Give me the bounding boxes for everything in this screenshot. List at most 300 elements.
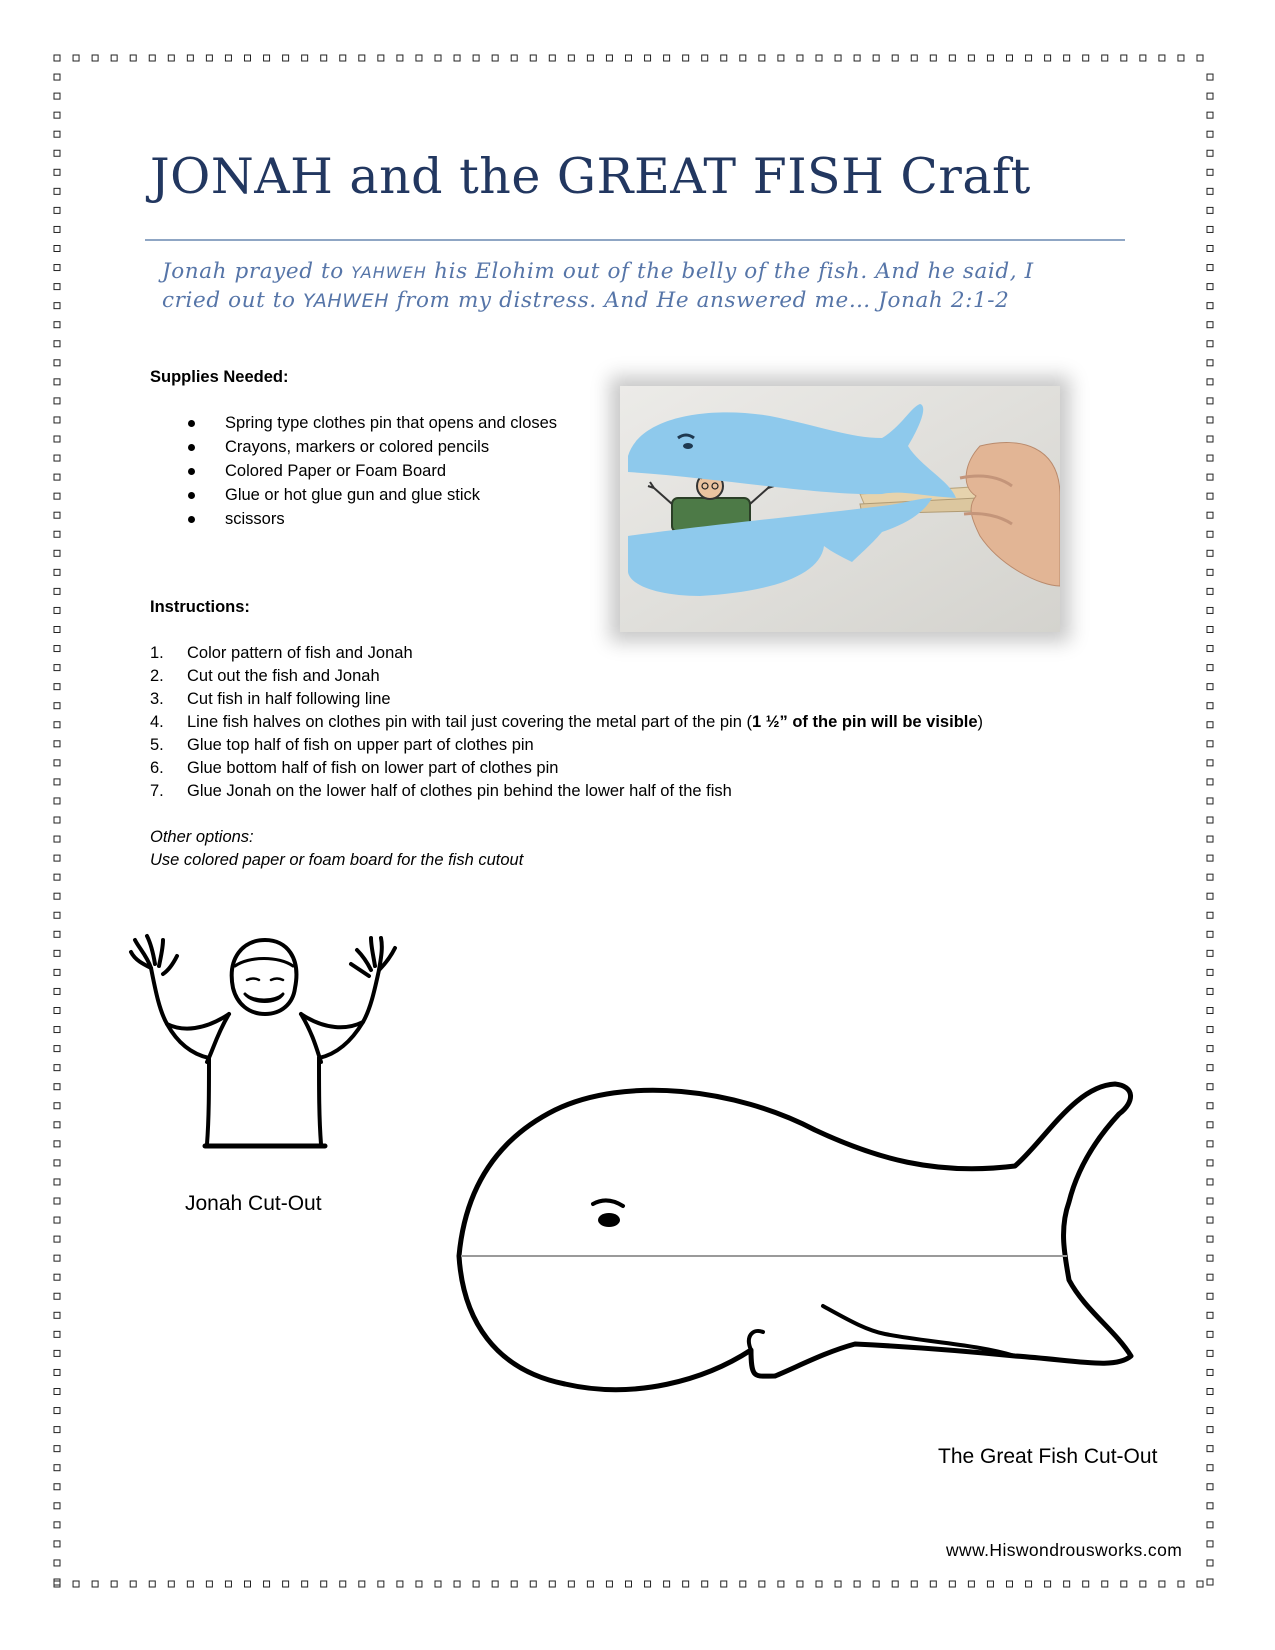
border-dot (54, 1581, 60, 1587)
instruction-step (150, 688, 983, 711)
border-dot (1178, 55, 1184, 61)
border-dot (54, 360, 60, 366)
border-dot (1207, 341, 1213, 347)
border-dot (378, 55, 384, 61)
border-dot (1064, 1581, 1070, 1587)
border-dot (1207, 284, 1213, 290)
border-dot (1207, 207, 1213, 213)
border-dot (1207, 912, 1213, 918)
border-dot (1207, 1103, 1213, 1109)
border-dot (54, 1503, 60, 1509)
border-dot (778, 1581, 784, 1587)
border-dot (54, 1084, 60, 1090)
border-dot (54, 569, 60, 575)
border-dot (54, 550, 60, 556)
bullet-icon (188, 492, 195, 499)
finished-craft-photo (620, 386, 1060, 632)
supply-text: Crayons, markers or colored pencils (225, 438, 490, 456)
supply-item (185, 507, 557, 531)
border-dot (816, 1581, 822, 1587)
border-dot (873, 1581, 879, 1587)
border-dot (473, 1581, 479, 1587)
border-dot (587, 55, 593, 61)
border-dot (721, 55, 727, 61)
instruction-step (150, 665, 983, 688)
border-dot (54, 1198, 60, 1204)
border-dot (54, 703, 60, 709)
border-dot (54, 1027, 60, 1033)
border-dot (111, 55, 117, 61)
other-options-text: Use colored paper or foam board for the fish cutout (150, 851, 524, 869)
border-dot (111, 1581, 117, 1587)
border-dot (1207, 93, 1213, 99)
border-dot (1083, 55, 1089, 61)
border-dot (1207, 226, 1213, 232)
border-dot (530, 1581, 536, 1587)
border-dot (1102, 1581, 1108, 1587)
border-dot (626, 55, 632, 61)
border-dot (683, 55, 689, 61)
border-dot (987, 1581, 993, 1587)
border-dot (721, 1581, 727, 1587)
border-dot (1207, 1141, 1213, 1147)
border-dot (606, 55, 612, 61)
border-dot (1026, 1581, 1032, 1587)
border-dot (1207, 1065, 1213, 1071)
border-dot (54, 1236, 60, 1242)
border-dot (835, 1581, 841, 1587)
border-dot (911, 1581, 917, 1587)
border-dot (54, 1427, 60, 1433)
instruction-step (150, 642, 983, 665)
border-dot (1102, 55, 1108, 61)
border-dot (54, 988, 60, 994)
border-dot (54, 684, 60, 690)
border-dot (206, 55, 212, 61)
border-dot (54, 188, 60, 194)
border-dot (1207, 855, 1213, 861)
border-dot (511, 1581, 517, 1587)
border-dot (54, 169, 60, 175)
border-dot (264, 1581, 270, 1587)
step-number: 4. (150, 713, 164, 731)
border-dot (1207, 1293, 1213, 1299)
border-dot (435, 1581, 441, 1587)
border-dot (1207, 550, 1213, 556)
border-dot (1207, 512, 1213, 518)
border-dot (340, 55, 346, 61)
border-dot (816, 55, 822, 61)
border-dot (168, 1581, 174, 1587)
border-dot (1197, 1581, 1203, 1587)
border-dot (1207, 741, 1213, 747)
border-dot (740, 1581, 746, 1587)
instruction-step (150, 757, 983, 780)
border-dot (54, 246, 60, 252)
border-dot (397, 1581, 403, 1587)
border-dot (54, 1141, 60, 1147)
border-dot (54, 265, 60, 271)
border-dot (168, 55, 174, 61)
border-dot (1207, 1331, 1213, 1337)
border-dot (54, 1255, 60, 1261)
border-dot (54, 284, 60, 290)
border-dot (54, 1160, 60, 1166)
border-dot (225, 1581, 231, 1587)
border-dot (1207, 1503, 1213, 1509)
border-dot (1207, 1046, 1213, 1052)
border-dot (54, 398, 60, 404)
border-dot (54, 512, 60, 518)
scripture-divine-name: YAHWEH (351, 263, 427, 282)
border-dot (1207, 1008, 1213, 1014)
border-dot (416, 55, 422, 61)
border-dot (54, 817, 60, 823)
border-dot (1207, 1084, 1213, 1090)
border-dot (54, 607, 60, 613)
border-dot (1207, 931, 1213, 937)
border-dot (1207, 1312, 1213, 1318)
other-options-heading: Other options: (150, 828, 254, 846)
border-dot (1207, 798, 1213, 804)
border-dot (54, 1408, 60, 1414)
scripture-text: cried out to (162, 288, 303, 313)
border-dot (702, 1581, 708, 1587)
border-dot (492, 55, 498, 61)
border-dot (54, 893, 60, 899)
border-dot (1207, 665, 1213, 671)
border-dot (340, 1581, 346, 1587)
border-dot (54, 531, 60, 537)
border-dot (54, 150, 60, 156)
border-dot (435, 55, 441, 61)
border-dot (664, 55, 670, 61)
border-dot (54, 493, 60, 499)
border-dot (1207, 1369, 1213, 1375)
border-dot (130, 55, 136, 61)
border-dot (206, 1581, 212, 1587)
border-dot (1207, 246, 1213, 252)
border-dot (987, 55, 993, 61)
border-dot (1207, 1255, 1213, 1261)
border-dot (645, 1581, 651, 1587)
step-emphasis: 1 ½” of the pin will be visible (751, 713, 978, 731)
border-dot (1207, 493, 1213, 499)
border-dot (1140, 1581, 1146, 1587)
border-dot (54, 474, 60, 480)
border-dot (1064, 55, 1070, 61)
border-dot (54, 646, 60, 652)
border-dot (187, 55, 193, 61)
border-dot (54, 74, 60, 80)
step-number: 7. (150, 782, 164, 800)
border-dot (54, 1217, 60, 1223)
border-dot (1207, 569, 1213, 575)
border-dot (1207, 988, 1213, 994)
border-dot (1121, 55, 1127, 61)
border-dot (54, 855, 60, 861)
border-dot (1207, 1122, 1213, 1128)
border-dot (1207, 379, 1213, 385)
border-dot (73, 55, 79, 61)
border-dot (54, 131, 60, 137)
border-dot (1007, 1581, 1013, 1587)
border-dot (54, 322, 60, 328)
bullet-icon (188, 516, 195, 523)
border-dot (54, 1446, 60, 1452)
border-dot (1207, 684, 1213, 690)
border-dot (968, 1581, 974, 1587)
instructions-list (150, 642, 983, 803)
scripture-text: Jonah prayed to (162, 259, 352, 284)
supply-text: scissors (225, 510, 285, 528)
border-dot (568, 1581, 574, 1587)
step-number: 6. (150, 759, 164, 777)
border-dot (54, 1179, 60, 1185)
website-footer: www.Hiswondrousworks.com (946, 1540, 1183, 1560)
border-dot (54, 798, 60, 804)
border-dot (73, 1581, 79, 1587)
border-dot (54, 417, 60, 423)
border-dot (1159, 55, 1165, 61)
border-dot (1207, 627, 1213, 633)
border-dot (626, 1581, 632, 1587)
border-dot (245, 1581, 251, 1587)
border-dot (759, 55, 765, 61)
border-dot (54, 1103, 60, 1109)
step-number: 2. (150, 667, 164, 685)
border-dot (1207, 322, 1213, 328)
page-title: JONAH and the GREAT FISH Craft (150, 148, 1031, 205)
jonah-cutout-drawing (125, 930, 415, 1170)
border-dot (1207, 303, 1213, 309)
border-dot (1207, 360, 1213, 366)
border-dot (54, 627, 60, 633)
fish-cutout-drawing (455, 1080, 1175, 1420)
border-dot (1207, 455, 1213, 461)
step-number: 5. (150, 736, 164, 754)
border-dot (54, 588, 60, 594)
border-dot (54, 874, 60, 880)
border-dot (54, 1065, 60, 1071)
border-dot (797, 55, 803, 61)
border-dot (1007, 55, 1013, 61)
supply-text: Glue or hot glue gun and glue stick (225, 486, 481, 504)
border-dot (1207, 398, 1213, 404)
border-dot (1207, 1350, 1213, 1356)
border-dot (397, 55, 403, 61)
border-dot (854, 55, 860, 61)
border-dot (359, 55, 365, 61)
border-dot (1207, 1446, 1213, 1452)
border-dot (1207, 112, 1213, 118)
border-dot (54, 760, 60, 766)
border-dot (1207, 836, 1213, 842)
border-dot (1083, 1581, 1089, 1587)
border-dot (1207, 817, 1213, 823)
border-dot (54, 779, 60, 785)
border-dot (949, 55, 955, 61)
instruction-step (150, 780, 983, 803)
border-dot (1207, 1274, 1213, 1280)
border-dot (54, 93, 60, 99)
scripture-text: from my distress. And He answered me… Jonah 2:1-2 (389, 288, 1010, 313)
border-dot (149, 55, 155, 61)
supply-item (185, 459, 557, 483)
border-dot (1207, 1408, 1213, 1414)
border-dot (1207, 1217, 1213, 1223)
border-dot (54, 722, 60, 728)
border-dot (1207, 74, 1213, 80)
border-dot (54, 931, 60, 937)
step-text: ) (977, 713, 984, 731)
border-dot (1207, 1522, 1213, 1528)
border-dot (1207, 1465, 1213, 1471)
border-dot (54, 665, 60, 671)
step-text: Glue top half of fish on upper part of clothes pin (187, 736, 534, 754)
border-dot (1207, 265, 1213, 271)
border-dot (930, 1581, 936, 1587)
border-dot (1159, 1581, 1165, 1587)
step-number: 3. (150, 690, 164, 708)
border-dot (54, 1484, 60, 1490)
border-dot (1207, 874, 1213, 880)
border-dot (225, 55, 231, 61)
border-dot (873, 55, 879, 61)
border-dot (587, 1581, 593, 1587)
border-dot (54, 226, 60, 232)
border-dot (854, 1581, 860, 1587)
border-dot (245, 55, 251, 61)
border-dot (1207, 588, 1213, 594)
supply-item (185, 435, 557, 459)
border-dot (54, 55, 60, 61)
border-dot (911, 55, 917, 61)
border-dot (1207, 188, 1213, 194)
border-dot (1045, 1581, 1051, 1587)
border-dot (797, 1581, 803, 1587)
border-dot (416, 1581, 422, 1587)
border-dot (1026, 55, 1032, 61)
step-number: 1. (150, 644, 164, 662)
border-dot (92, 55, 98, 61)
border-dot (1207, 1236, 1213, 1242)
border-dot (54, 341, 60, 347)
border-dot (1045, 55, 1051, 61)
border-dot (454, 1581, 460, 1587)
border-dot (949, 1581, 955, 1587)
step-text: Color pattern of fish and Jonah (187, 644, 413, 662)
border-dot (54, 1522, 60, 1528)
border-dot (321, 55, 327, 61)
jonah-cutout-label: Jonah Cut-Out (185, 1192, 322, 1215)
border-dot (321, 1581, 327, 1587)
border-dot (530, 55, 536, 61)
step-text: Line fish halves on clothes pin with tail just covering the metal part of the pin ( (187, 713, 752, 731)
step-text: Glue Jonah on the lower half of clothes pin behind the lower half of the fish (187, 782, 732, 800)
border-dot (54, 1369, 60, 1375)
border-dot (549, 55, 555, 61)
border-dot (835, 55, 841, 61)
border-dot (54, 455, 60, 461)
border-dot (92, 1581, 98, 1587)
border-dot (1207, 150, 1213, 156)
supply-text: Colored Paper or Foam Board (225, 462, 447, 480)
instructions-heading: Instructions: (150, 598, 250, 616)
border-dot (606, 1581, 612, 1587)
border-dot (378, 1581, 384, 1587)
title-divider (145, 239, 1125, 241)
supplies-list (185, 411, 557, 531)
border-dot (549, 1581, 555, 1587)
border-dot (473, 55, 479, 61)
border-dot (683, 1581, 689, 1587)
border-dot (54, 1465, 60, 1471)
border-dot (1207, 950, 1213, 956)
border-dot (645, 55, 651, 61)
bullet-icon (188, 444, 195, 451)
border-dot (54, 436, 60, 442)
border-dot (54, 207, 60, 213)
border-dot (511, 55, 517, 61)
border-dot (1207, 1560, 1213, 1566)
border-dot (1207, 722, 1213, 728)
scripture-text: his Elohim out of the belly of the fish. And he said, I (426, 259, 1034, 284)
border-dot (892, 55, 898, 61)
border-dot (130, 1581, 136, 1587)
border-dot (1207, 646, 1213, 652)
border-dot (54, 969, 60, 975)
border-dot (1207, 436, 1213, 442)
border-dot (702, 55, 708, 61)
border-dot (54, 1389, 60, 1395)
border-dot (54, 1312, 60, 1318)
border-dot (1207, 1160, 1213, 1166)
border-dot (54, 1046, 60, 1052)
border-dot (1207, 131, 1213, 137)
border-dot (283, 55, 289, 61)
border-dot (740, 55, 746, 61)
border-dot (759, 1581, 765, 1587)
border-dot (54, 1008, 60, 1014)
border-dot (264, 55, 270, 61)
border-dot (1207, 1179, 1213, 1185)
border-dot (968, 55, 974, 61)
border-dot (54, 950, 60, 956)
border-dot (568, 55, 574, 61)
scripture-divine-name: YAHWEH (303, 290, 390, 312)
border-dot (778, 55, 784, 61)
border-dot (54, 912, 60, 918)
border-dot (1197, 55, 1203, 61)
border-dot (302, 55, 308, 61)
border-dot (54, 836, 60, 842)
border-dot (54, 1579, 60, 1585)
border-dot (1207, 703, 1213, 709)
instruction-step (150, 711, 983, 734)
border-dot (54, 1331, 60, 1337)
step-text: Glue bottom half of fish on lower part of clothes pin (187, 759, 559, 777)
border-dot (187, 1581, 193, 1587)
border-dot (54, 1350, 60, 1356)
border-dot (54, 1122, 60, 1128)
border-dot (359, 1581, 365, 1587)
border-dot (1207, 1579, 1213, 1585)
border-dot (1207, 969, 1213, 975)
supplies-heading: Supplies Needed: (150, 368, 289, 386)
border-dot (54, 1560, 60, 1566)
border-dot (1207, 169, 1213, 175)
